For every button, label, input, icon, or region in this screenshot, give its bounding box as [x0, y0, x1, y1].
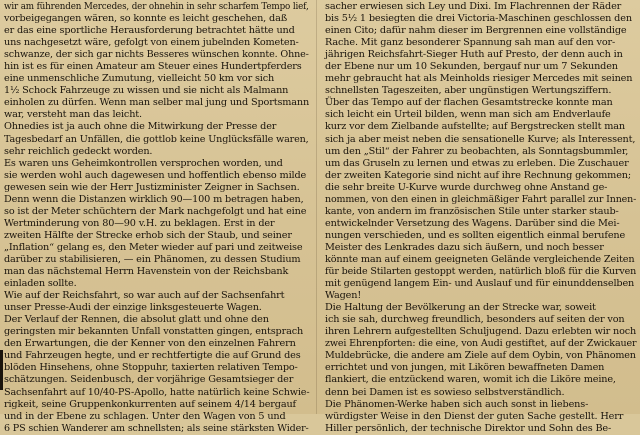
text-line: hin ist es für einen Amateur am Steuer eines Hundertpferders [4, 61, 302, 73]
text-line: darüber zu stabilisieren, — ein Phänomen, zu dessen Studium [4, 253, 301, 265]
text-line: einholen zu dürfen. Wenn man selber mal jung und Sportsmann [4, 97, 310, 109]
text-line: kurz vor dem Zielbande aufstellte; auf Bergstrecken stellt man [325, 121, 626, 133]
text-line: 1½ Schock Fahrzeuge zu wissen und sie nicht als Malmann [4, 85, 289, 97]
text-line: unser Presse-Audi der einzige linksgesteuerte Wagen. [4, 302, 262, 314]
text-line: wir am führenden Mercedes, der ohnehin in sehr scharfem Tempo lief, [4, 1, 309, 12]
right-column [325, 1, 636, 435]
text-line: einen Cito; dafür nahm dieser im Bergrennen eine vollständige [325, 25, 627, 37]
text-line: könnte man auf einem geeigneten Gelände vergleichende Zeiten [325, 253, 635, 265]
text-line: war, versteht man das leicht. [4, 109, 142, 121]
text-line: sich ja aber meist neben die sensationelle Kurve; als Interessent, [325, 133, 636, 145]
text-line: Wagen! [325, 290, 362, 302]
text-line: Ohnedies ist ja auch ohne die Mitwirkung der Presse der [4, 121, 277, 133]
text-line: zwei Ehrenpforten: die eine, von Audi gestiftet, auf der Zwickauer [325, 338, 637, 350]
text-line: 6 PS schien Wanderer am schnellsten; als seine stärksten Wider- [4, 422, 309, 434]
text-line: geringsten mir bekannten Unfall vonstatten gingen, entsprach [4, 326, 304, 338]
text-line: rigkeit, seine Gruppenkonkurrenten auf seinem 4/14 bergauf [4, 398, 296, 410]
text-line: sehr reichlich gedeckt worden. [4, 145, 153, 157]
text-line: Wertminderung von 80—90 v.H. zu beklagen. Erst in der [4, 217, 275, 229]
text-line: und in der Ebene zu schlagen. Unter den Wagen von 5 und [4, 410, 286, 422]
text-line: um den „Stil“ der Fahrer zu beobachten, als Sonntagsbummler, [325, 145, 629, 157]
text-line: Tagesbedarf an Unfällen, die gottlob keine Unglücksfälle waren, [4, 133, 309, 145]
text-line: bis 5½ 1 besiegten die drei Victoria-Maschinen geschlossen den [325, 13, 632, 25]
text-line: kante, von andern im französischen Stile unter starker staub- [325, 205, 619, 217]
text-line: die sehr breite U-Kurve wurde durchweg ohne Anstand ge- [325, 181, 608, 193]
left-column [4, 1, 309, 435]
text-line: schnellsten Tageszeiten, aber ungünstigen Wertungsziffern. [325, 85, 612, 97]
text-line: mit genügend langem Ein- und Auslauf und für einunddenselben [325, 278, 635, 290]
column-divider [316, 0, 317, 414]
text-line: und Fahrzeugen hegte, und er rechtfertigte die auf Grund des [4, 350, 301, 362]
text-line: entwickelnder Versetzung des Wagens. Darüber sind die Mei- [325, 217, 620, 229]
text-line: schätzungen. Seidenbusch, der vorjährige Gesamtsieger der [4, 374, 294, 386]
text-line: der Ebene nur um 10 Sekunden, bergauf nur um 7 Sekunden [325, 61, 618, 73]
text-line: er das eine sportliche Herausforderung betrachtet hätte und [4, 25, 295, 37]
text-line: nungen verschieden, und es sollten eigentlich einmal berufene [325, 229, 626, 241]
text-line: gewesen sein wie der Herr Justizminister Zeigner in Sachsen. [4, 181, 300, 193]
text-line: errichtet und von jungen, mit Likören bewaffneten Damen [325, 362, 605, 374]
text-line: „Inflation“ gelang es, den Meter wieder auf pari und zeitweise [4, 241, 303, 253]
text-line: Sachsenfahrt auf 10/40-PS-Apollo, hatte natürlich keine Schwie- [4, 386, 310, 398]
text-line: sich leicht ein Urteil bilden, wenn man sich am Endverlaufe [325, 109, 611, 121]
text-line: uns nachgesetzt wäre, gefolgt von einem jubelnden Kometen- [4, 37, 299, 49]
text-line: blöden Hinsehens, ohne Stoppuhr, taxierten relativen Tempo- [4, 362, 298, 374]
text-line: Meister des Lenkrades dazu sich äußern, und noch besser [325, 241, 604, 253]
text-line: einladen sollte. [4, 278, 77, 290]
text-line: mehr gebraucht hat als Meinholds riesiger Mercedes mit seinen [325, 73, 633, 85]
text-line: jährigen Reichsfahrt-Sieger Huth auf Presto, der denn auch in [325, 49, 623, 61]
text-line: Der Verlauf der Rennen, die absolut glatt und ohne den [4, 314, 269, 326]
text-line: Rache. Mit ganz besonderer Spannung sah man auf den vor- [325, 37, 616, 49]
text-line: Es waren uns Geheimkontrollen versprochen worden, und [4, 157, 283, 169]
text-line: sacher erwiesen sich Ley und Dixi. Im Flachrennen der Räder [325, 1, 622, 12]
text-line: Muldebrücke, die andere am Ziele auf dem Oybin, von Phänomen [325, 350, 636, 362]
text-line: Über das Tempo auf der flachen Gesamtstrecke konnte man [325, 97, 613, 109]
text-line: man das nächstemal Herrn Havenstein von der Reichsbank [4, 266, 289, 278]
text-line: Denn wenn die Distanzen wirklich 90—100 m betragen haben, [4, 193, 304, 205]
text-line: ihren Lehrern aufgestellten Schuljugend. Dazu erlebten wir noch [325, 326, 637, 338]
text-line: schwanze, der sich gar nichts Besseres wünschen konnte. Ohne- [4, 49, 309, 61]
text-line: Die Phänomen-Werke haben sich auch sonst in liebens- [325, 398, 589, 410]
text-line: der zweiten Kategorie sind nicht auf ihre Rechnung gekommen; [325, 169, 631, 181]
text-line: den Erwartungen, die der Kenner von den einzelnen Fahrern [4, 338, 296, 350]
text-line: ich sie sah, durchweg freundlich, besonders auf seiten der von [325, 314, 625, 326]
text-line: nommen, von den einen in gleichmäßiger Fahrt parallel zur Innen- [325, 193, 637, 205]
text-line: Die Haltung der Bevölkerung an der Strecke war, soweit [325, 302, 596, 314]
text-line: denn bei Damen ist es sowieso selbstverständlich. [325, 386, 565, 398]
margin-mark [0, 350, 3, 390]
text-line: um das Gruseln zu lernen und etwas zu erleben. Die Zuschauer [325, 157, 629, 169]
text-line: eine unmenschliche Zumutung, vielleicht 50 km vor sich [4, 73, 275, 85]
text-line: flankiert, die entzückend waren, womit ich die Liköre meine, [325, 374, 616, 386]
text-line: sie werden wohl auch dagewesen und hoffentlich ebenso milde [4, 169, 307, 181]
text-line: Wie auf der Reichsfahrt, so war auch auf der Sachsenfahrt [4, 290, 285, 302]
text-line: so ist der Meter schüchtern der Mark nachgefolgt und hat eine [4, 205, 307, 217]
text-line: für beide Stilarten gestoppt werden, natürlich bloß für die Kurven [325, 266, 637, 278]
text-line: würdigster Weise in den Dienst der guten Sache gestellt. Herr [325, 410, 624, 422]
text-line: vorbeigegangen wären, so konnte es leicht geschehen, daß [4, 13, 288, 25]
text-line: zweiten Hälfte der Strecke erhob sich der Staub, und seiner [4, 229, 292, 241]
text-line: Hiller persönlich, der technische Direktor und Sohn des Be- [325, 422, 612, 434]
